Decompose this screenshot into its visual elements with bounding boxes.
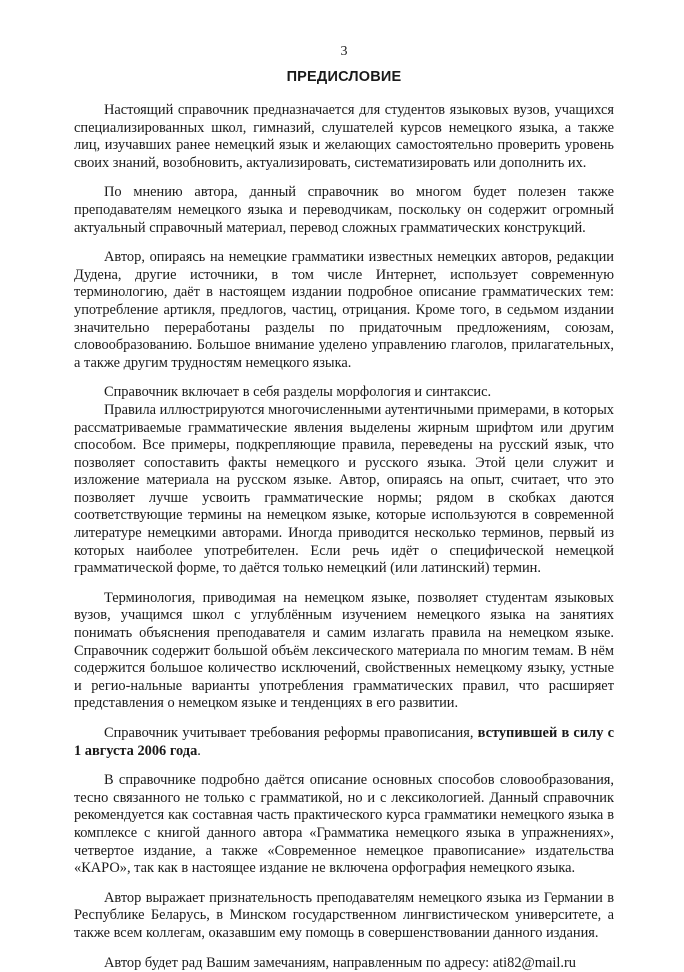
paragraph-examples: Правила иллюстрируются многочисленными аутентичными примерами, в которых рассматриваемые грамматические явления выделены жирным шрифтом или другим способом. Все примеры, подкрепляющие правила, переведены на русский язык, что позволяет сопоставить факты немецкого и русского языка. Этой цели служит и изложение материала на русском языке. Автор, опираясь на опыт, считает, что это позволяет лучше усвоить грамматические нормы; рядом в скобках даются соответствующие термины на немецком языке, которые используются в современной литературе немецкими авторами. Иногда приводится несколько терминов, первый из которых наиболее употребителен. Если речь идёт о специфической немецкой грамматической форме, то даётся только немецкий (или латинский) термин. (74, 401, 614, 577)
paragraph-reform (74, 725, 614, 760)
paragraph-terminology: Терминология, приводимая на немецком языке, позволяет студентам языковых вузов, учащимся школ с углублённым изучением немецкого языка на занятиях понимать объяснения преподавателя и самим излагать правила на немецком языке. Справочник содержит большой объём лексического материала по многим темам. В нём содержится большое количество исключений, свойственных немецкому языку, устные и регио-нальные варианты употребления грамматических правил, что расширяет представления о немецком языке и тенденциях в его развитии. (74, 589, 614, 712)
reform-text: Справочник учитывает требования реформы правописания, (104, 725, 478, 741)
paragraph-usefulness: По мнению автора, данный справочник во многом будет полезен также преподавателям немецкого языка и переводчикам, поскольку он содержит огромный актуальный справочный материал, перевод сложных грамматических конструкций. (74, 184, 614, 236)
paragraph-contact: Автор будет рад Вашим замечаниям, направленным по адресу: ati82@mail.ru (104, 954, 576, 971)
reform-date-bold: вступившей в силу с 1 августа 2006 года (74, 725, 614, 759)
page-title: ПРЕДИСЛОВИЕ (286, 69, 402, 85)
paragraph-word-formation: В справочнике подробно даётся описание основных способов словообразования, тесно связанного не только с грамматикой, но и с лексикологией. Данный справочник рекомендуется как составная часть практического курса грамматики немецкого языка в комплексе с книгой данного автора «Грамматика немецкого языка в упражнениях», четвертое издание, а также «Современное немецкое правописание» издательства «КАРО», так как в настоящее издание не включена орфография немецкого языка. (74, 772, 614, 877)
paragraph-sections: Справочник включает в себя разделы морфология и синтаксис. (104, 384, 492, 401)
page-number: 3 (340, 44, 348, 59)
paragraph-sources: Автор, опираясь на немецкие грамматики известных немецких авторов, редакции Дудена, другие источники, в том числе Интернет, использует современную терминологию, даёт в настоящем издании подробное описание грамматических тем: употребление артикля, предлогов, частиц, отрицания. Кроме того, в седьмом издании значительно переработаны разделы по придаточным предложениям, союзам, словообразованию. Большое внимание уделено управлению глаголов, прилагательных, а также другим трудностям немецкого языка. (74, 249, 614, 371)
paragraph-purpose: Настоящий справочник предназначается для студентов языковых вузов, учащихся специализированных школ, гимназий, слушателей курсов немецкого языка, а также лиц, изучавших ранее немецкий язык и желающих самостоятельно проверить уровень своих знаний, возобновить, актуализировать, систематизировать или дополнить их. (74, 102, 614, 171)
reform-end: . (197, 742, 201, 759)
paragraph-gratitude: Автор выражает признательность преподавателям немецкого языка из Германии в Республике Беларусь, в Минском государственном лингвистическом университете, а также всем коллегам, оказавшим ему помощь в совершенствовании данного издания. (74, 889, 614, 941)
